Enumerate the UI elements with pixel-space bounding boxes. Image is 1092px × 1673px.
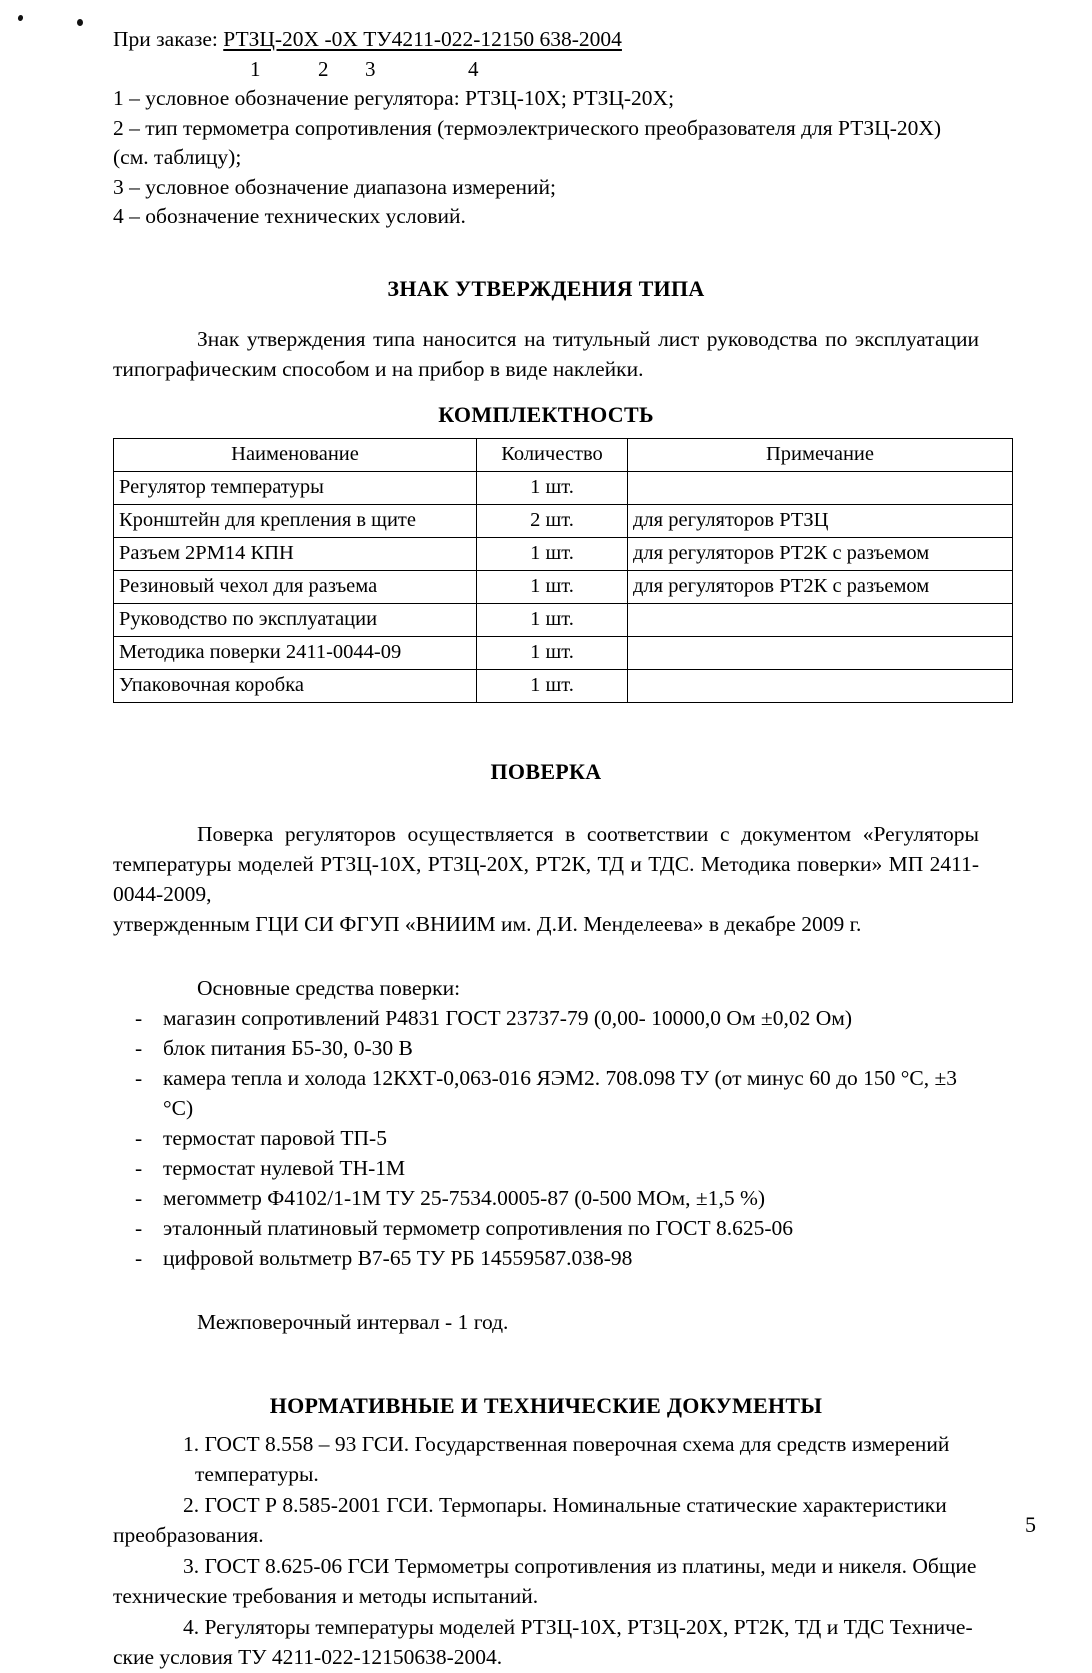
document-item-4-cont: ские условия ТУ 4211-022-12150638-2004. xyxy=(113,1645,503,1669)
cell-note: для регуляторов РТ2К с разъемом xyxy=(628,570,1013,603)
cell-qty: 1 шт. xyxy=(477,570,628,603)
scan-speck-icon xyxy=(17,14,24,21)
table-row xyxy=(114,570,1013,603)
bullet-dash-icon: - xyxy=(135,1155,143,1180)
cell-note xyxy=(628,669,1013,702)
cell-name: Разъем 2РМ14 КПН xyxy=(114,537,477,570)
bullet-dash-icon: - xyxy=(135,1215,143,1240)
list-item xyxy=(113,1213,979,1243)
order-marker-3: 3 xyxy=(365,57,376,81)
list-item xyxy=(113,1153,979,1183)
table-row xyxy=(114,636,1013,669)
legend-item-3: 3 – условное обозначение диапазона измерений; xyxy=(113,174,556,199)
cell-name: Методика поверки 2411-0044-09 xyxy=(114,636,477,669)
list-item-label: камера тепла и холода 12КХТ-0,063-016 ЯЭМ2. 708.098 ТУ (от минус 60 до 150 °С, ±3 °С) xyxy=(163,1065,957,1120)
bullet-dash-icon: - xyxy=(135,1125,143,1150)
column-header-note: Примечание xyxy=(628,438,1013,471)
section-heading-verification: ПОВЕРКА xyxy=(490,758,602,784)
document-item-1: 1. ГОСТ 8.558 – 93 ГСИ. Государственная поверочная схема для средств измерений xyxy=(183,1431,950,1456)
cell-note xyxy=(628,471,1013,504)
cell-name: Кронштейн для крепления в щите xyxy=(114,504,477,537)
document-item-3: 3. ГОСТ 8.625-06 ГСИ Термометры сопротивления из платины, меди и никеля. Общие xyxy=(183,1553,977,1578)
cell-name: Регулятор температуры xyxy=(114,471,477,504)
cell-name: Руководство по эксплуатации xyxy=(114,603,477,636)
section-heading-documents: НОРМАТИВНЫЕ И ТЕХНИЧЕСКИЕ ДОКУМЕНТЫ xyxy=(269,1392,823,1418)
list-item xyxy=(113,1063,979,1123)
cell-name: Резиновый чехол для разъема xyxy=(114,570,477,603)
cell-qty: 1 шт. xyxy=(477,471,628,504)
order-designation-line xyxy=(113,24,979,54)
table-header-row xyxy=(114,438,1013,471)
document-item-2-cont: преобразования. xyxy=(113,1523,264,1547)
cell-note: для регуляторов РТ2К с разъемом xyxy=(628,537,1013,570)
table-row xyxy=(114,669,1013,702)
list-item xyxy=(113,1183,979,1213)
document-item-4: 4. Регуляторы температуры моделей РТЗЦ-10Х, РТЗЦ-20Х, РТ2К, ТД и ТДС Техниче- xyxy=(183,1614,973,1639)
cell-qty: 2 шт. xyxy=(477,504,628,537)
cell-qty: 1 шт. xyxy=(477,537,628,570)
list-item-label: термостат паровой ТП-5 xyxy=(163,1125,387,1150)
order-marker-2: 2 xyxy=(318,57,329,81)
list-item xyxy=(113,1033,979,1063)
cell-name: Упаковочная коробка xyxy=(114,669,477,702)
column-header-qty: Количество xyxy=(477,438,628,471)
table-row xyxy=(114,537,1013,570)
table-row xyxy=(114,504,1013,537)
cell-qty: 1 шт. xyxy=(477,603,628,636)
bullet-dash-icon: - xyxy=(135,1185,143,1210)
bullet-dash-icon: - xyxy=(135,1245,143,1270)
verification-interval: Межповерочный интервал - 1 год. xyxy=(197,1309,509,1334)
order-marker-row xyxy=(113,54,979,84)
list-item xyxy=(113,1123,979,1153)
order-code: РТЗЦ-20Х -0Х ТУ4211-022-12150 638-2004 xyxy=(223,27,622,51)
document-item-1-cont: температуры. xyxy=(195,1462,319,1486)
legend-item-2: 2 – тип термометра сопротивления (термоэлектрического преобразователя для РТЗЦ-20Х) xyxy=(113,115,942,140)
means-list xyxy=(113,1003,979,1273)
list-item xyxy=(113,1243,979,1273)
page-content xyxy=(113,24,979,1673)
document-item-3-cont: технические требования и методы испытаний. xyxy=(113,1584,539,1608)
section-heading-kit: КОМПЛЕКТНОСТЬ xyxy=(438,401,654,427)
bullet-dash-icon: - xyxy=(135,1005,143,1030)
list-item-label: термостат нулевой ТН-1М xyxy=(163,1155,406,1180)
kit-table xyxy=(113,438,1013,703)
verification-paragraph-1: Поверка регуляторов осуществляется в соответствии с документом «Регуляторы температуры моделей РТЗЦ-10Х, РТЗЦ-20Х, РТ2К, ТД и ТДС. Методика поверки» МП 2411-0044-2009, xyxy=(113,821,979,906)
scan-speck-icon xyxy=(77,19,83,26)
table-row xyxy=(114,603,1013,636)
bullet-dash-icon: - xyxy=(135,1065,143,1090)
legend-item-4: 4 – обозначение технических условий. xyxy=(113,204,466,228)
list-item-label: мегомметр Ф4102/1-1М ТУ 25-7534.0005-87 (0-500 МОм, ±1,5 %) xyxy=(163,1185,766,1210)
legend-item-1: 1 – условное обозначение регулятора: РТЗЦ-10Х; РТЗЦ-20Х; xyxy=(113,86,675,110)
approval-paragraph: Знак утверждения типа наносится на титульный лист руководства по эксплуатации типографическим способом и на прибор в виде наклейки. xyxy=(113,326,979,381)
list-item-label: эталонный платиновый термометр сопротивления по ГОСТ 8.625-06 xyxy=(163,1215,794,1240)
cell-note xyxy=(628,603,1013,636)
list-item-label: магазин сопротивлений Р4831 ГОСТ 23737-79 (0,00- 10000,0 Ом ±0,02 Ом) xyxy=(163,1005,853,1030)
column-header-name: Наименование xyxy=(114,438,477,471)
bullet-dash-icon: - xyxy=(135,1035,143,1060)
list-item-label: цифровой вольтметр В7-65 ТУ РБ 14559587.038-98 xyxy=(163,1245,633,1270)
table-row xyxy=(114,471,1013,504)
order-marker-1: 1 xyxy=(250,57,261,81)
legend-item-2-cont: (см. таблицу); xyxy=(113,145,242,169)
list-item-label: блок питания Б5-30, 0-30 В xyxy=(163,1035,413,1060)
cell-note xyxy=(628,636,1013,669)
cell-qty: 1 шт. xyxy=(477,669,628,702)
cell-note: для регуляторов РТЗЦ xyxy=(628,504,1013,537)
cell-qty: 1 шт. xyxy=(477,636,628,669)
list-item xyxy=(113,1003,979,1033)
order-marker-4: 4 xyxy=(468,57,479,81)
document-item-2: 2. ГОСТ Р 8.585-2001 ГСИ. Термопары. Номинальные статические характеристики xyxy=(183,1492,947,1517)
means-title: Основные средства поверки: xyxy=(197,975,461,1000)
section-heading-approval: ЗНАК УТВЕРЖДЕНИЯ ТИПА xyxy=(387,275,705,301)
verification-paragraph-2: утвержденным ГЦИ СИ ФГУП «ВНИИМ им. Д.И. Менделеева» в декабре 2009 г. xyxy=(113,911,862,936)
page-number: 5 xyxy=(1025,1512,1036,1537)
order-prefix-label: При заказе: xyxy=(113,27,224,51)
